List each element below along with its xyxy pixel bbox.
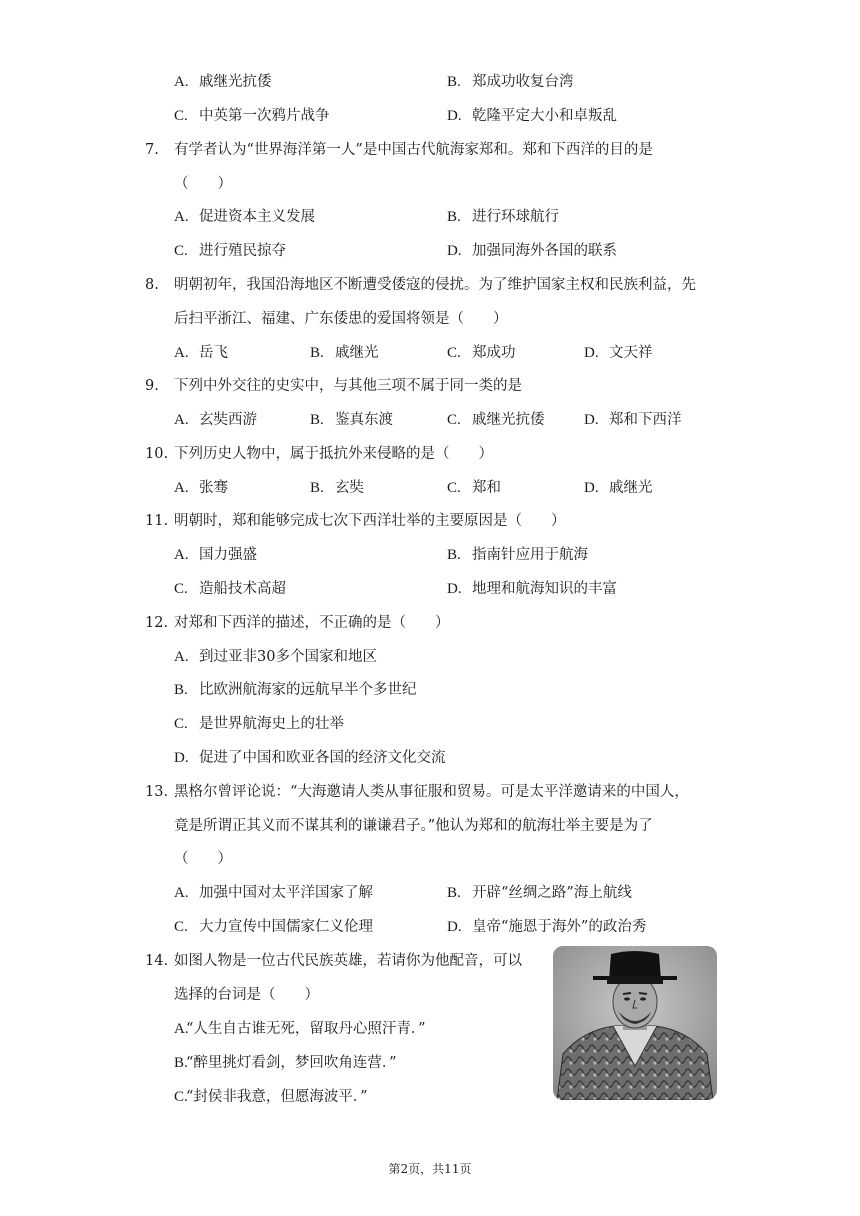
question-number: 7. bbox=[145, 142, 159, 158]
q10-option-d[interactable]: D. 戚继光 bbox=[584, 480, 653, 496]
question-number: 12. bbox=[145, 615, 169, 631]
q11-option-c[interactable]: C. 造船技术高超 bbox=[174, 581, 286, 597]
q12-option-a[interactable]: A. 到过亚非30多个国家和地区 bbox=[174, 649, 377, 665]
q7-option-c[interactable]: C. 进行殖民掠夺 bbox=[174, 243, 286, 259]
q13-options-row-1 bbox=[0, 876, 860, 910]
q7-stem bbox=[0, 133, 860, 167]
question-number: 14. bbox=[145, 953, 169, 969]
question-text: 下列中外交往的史实中，与其他三项不属于同一类的是 bbox=[174, 378, 522, 394]
q7-stem-line-2 bbox=[0, 167, 860, 201]
q7-option-d[interactable]: D. 加强同海外各国的联系 bbox=[447, 243, 617, 259]
question-number: 10. bbox=[145, 446, 169, 462]
q12-option-row-d bbox=[0, 741, 860, 775]
q13-stem-line-2 bbox=[0, 809, 860, 843]
question-text: 明朝时，郑和能够完成七次下西洋壮举的主要原因是（ ） bbox=[174, 513, 566, 529]
q10-option-b[interactable]: B. 玄奘 bbox=[310, 480, 364, 496]
answer-blank: （ ） bbox=[174, 176, 232, 192]
q8-option-d[interactable]: D. 文天祥 bbox=[584, 345, 653, 361]
question-text: 下列历史人物中，属于抵抗外来侵略的是（ ） bbox=[174, 446, 493, 462]
q8-stem-line-2 bbox=[0, 302, 860, 336]
question-text: 明朝初年，我国沿海地区不断遭受倭寇的侵扰。为了维护国家主权和民族利益，先 bbox=[174, 277, 696, 293]
q14-option-b[interactable]: B.“醉里挑灯看剑，梦回吹角连营．” bbox=[174, 1055, 397, 1071]
q7-option-a[interactable]: A. 促进资本主义发展 bbox=[174, 209, 315, 225]
q6-options-row-1 bbox=[0, 65, 860, 99]
question-text: 有学者认为“世界海洋第一人”是中国古代航海家郑和。郑和下西洋的目的是 bbox=[174, 142, 653, 158]
question-text: 对郑和下西洋的描述，不正确的是（ ） bbox=[174, 615, 450, 631]
q8-option-c[interactable]: C. 郑成功 bbox=[447, 345, 516, 361]
q10-option-a[interactable]: A. 张骞 bbox=[174, 480, 228, 496]
q13-option-b[interactable]: B. 开辟“丝绸之路”海上航线 bbox=[447, 885, 632, 901]
q11-stem bbox=[0, 504, 860, 538]
q13-options-row-2 bbox=[0, 910, 860, 944]
q12-option-row-c bbox=[0, 707, 860, 741]
question-text: 后扫平浙江、福建、广东倭患的爱国将领是（ ） bbox=[174, 311, 508, 327]
q8-option-a[interactable]: A. 岳飞 bbox=[174, 345, 228, 361]
q10-option-c[interactable]: C. 郑和 bbox=[447, 480, 501, 496]
q9-option-a[interactable]: A. 玄奘西游 bbox=[174, 412, 257, 428]
q12-stem bbox=[0, 606, 860, 640]
q12-option-d[interactable]: D. 促进了中国和欧亚各国的经济文化交流 bbox=[174, 750, 446, 766]
q9-stem bbox=[0, 369, 860, 403]
q12-option-row-b bbox=[0, 673, 860, 707]
q8-options bbox=[0, 336, 860, 370]
q12-option-c[interactable]: C. 是世界航海史上的壮举 bbox=[174, 716, 344, 732]
question-text: 黑格尔曾评论说：“大海邀请人类从事征服和贸易。可是太平洋邀请来的中国人， bbox=[174, 784, 689, 800]
q14-option-row-a bbox=[0, 1012, 860, 1046]
q13-option-c[interactable]: C. 大力宣传中国儒家仁义伦理 bbox=[174, 919, 373, 935]
q14-stem bbox=[0, 944, 860, 978]
q12-option-row-a bbox=[0, 640, 860, 674]
q8-stem bbox=[0, 268, 860, 302]
q9-options bbox=[0, 403, 860, 437]
q13-stem-line-3 bbox=[0, 842, 860, 876]
q14-stem-line-2 bbox=[0, 978, 860, 1012]
q6-option-a[interactable]: A. 戚继光抗倭 bbox=[174, 74, 272, 90]
answer-blank: （ ） bbox=[174, 851, 232, 867]
q6-options-row-2 bbox=[0, 99, 860, 133]
q9-option-b[interactable]: B. 鉴真东渡 bbox=[310, 412, 393, 428]
historical-figure-portrait bbox=[553, 946, 717, 1100]
q7-options-row-2 bbox=[0, 234, 860, 268]
q9-option-d[interactable]: D. 郑和下西洋 bbox=[584, 412, 682, 428]
q11-options-row-1 bbox=[0, 538, 860, 572]
q10-options bbox=[0, 471, 860, 505]
question-number: 8. bbox=[145, 277, 159, 293]
question-text: 竟是所谓正其义而不谋其利的谦谦君子。”他认为郑和的航海壮举主要是为了 bbox=[174, 818, 653, 834]
q14-option-row-c bbox=[0, 1080, 860, 1114]
question-number: 9. bbox=[145, 378, 159, 394]
q14-option-c[interactable]: C.“封侯非我意，但愿海波平．” bbox=[174, 1089, 368, 1105]
page-footer: 第2页，共11页 bbox=[388, 1162, 472, 1176]
q7-options-row-1 bbox=[0, 200, 860, 234]
question-text: 如图人物是一位古代民族英雄，若请你为他配音，可以 bbox=[174, 953, 522, 969]
q11-option-b[interactable]: B. 指南针应用于航海 bbox=[447, 547, 588, 563]
q14-option-a[interactable]: A.“人生自古谁无死，留取丹心照汗青．” bbox=[174, 1021, 426, 1037]
q6-option-b[interactable]: B. 郑成功收复台湾 bbox=[447, 74, 574, 90]
q13-option-a[interactable]: A. 加强中国对太平洋国家了解 bbox=[174, 885, 373, 901]
q6-option-d[interactable]: D. 乾隆平定大小和卓叛乱 bbox=[447, 108, 617, 124]
q10-stem bbox=[0, 437, 860, 471]
question-text: 选择的台词是（ ） bbox=[174, 987, 319, 1003]
q9-option-c[interactable]: C. 戚继光抗倭 bbox=[447, 412, 545, 428]
q12-option-b[interactable]: B. 比欧洲航海家的远航早半个多世纪 bbox=[174, 682, 417, 698]
q6-option-c[interactable]: C. 中英第一次鸦片战争 bbox=[174, 108, 330, 124]
q11-option-a[interactable]: A. 国力强盛 bbox=[174, 547, 257, 563]
q11-option-d[interactable]: D. 地理和航海知识的丰富 bbox=[447, 581, 617, 597]
q13-stem bbox=[0, 775, 860, 809]
q7-option-b[interactable]: B. 进行环球航行 bbox=[447, 209, 559, 225]
q13-option-d[interactable]: D. 皇帝“施恩于海外”的政治秀 bbox=[447, 919, 647, 935]
question-number: 13. bbox=[145, 784, 169, 800]
q8-option-b[interactable]: B. 戚继光 bbox=[310, 345, 379, 361]
question-number: 11. bbox=[145, 513, 169, 529]
q11-options-row-2 bbox=[0, 572, 860, 606]
q14-option-row-b bbox=[0, 1046, 860, 1080]
